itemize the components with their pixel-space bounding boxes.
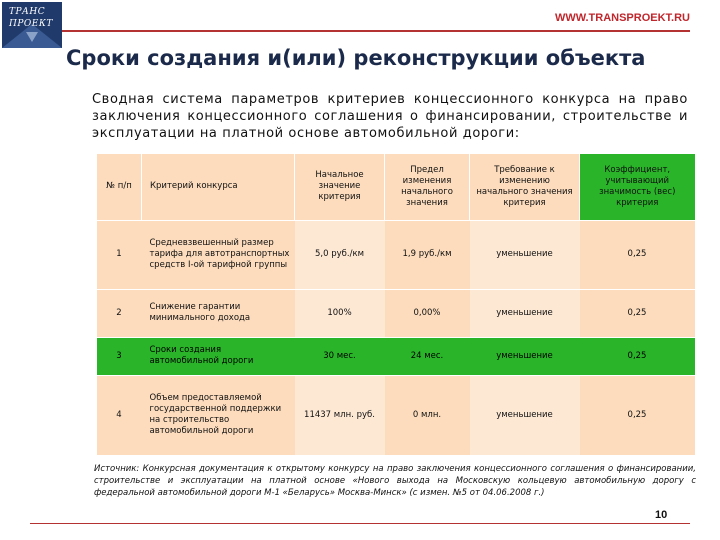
header-divider xyxy=(62,30,690,32)
table-row-highlighted xyxy=(97,337,695,375)
initial-value-cell: 5,0 руб./км xyxy=(295,220,385,289)
row-number: 2 xyxy=(97,289,142,337)
source-note: Источник: Конкурсная документация к открытому конкурсу на право заключения концессионного соглашения о финансировании, строительстве и эксплуатации на платной основе «Нового выхода на Московскую кольцевую автомобильную дорогу с федеральной автомобильной дороги М-1 «Беларусь» Москва-Минск» (с измен. №5 от 04.06.2008 г.) xyxy=(94,464,696,498)
weight-cell: 0,25 xyxy=(580,337,695,375)
criteria-table xyxy=(96,154,695,455)
logo-line: ТРАНС xyxy=(9,7,46,17)
logo-line: ПРОЕКТ xyxy=(9,19,53,29)
initial-value-cell: 30 мес. xyxy=(295,337,385,375)
intro-paragraph: Сводная система параметров критериев концессионного конкурса на право заключения концессионного соглашения о финансировании, строительстве и эксплуатации на платной основе автомобильной дороги: xyxy=(92,92,688,141)
requirement-cell: уменьшение xyxy=(470,375,580,455)
slide-title: Сроки создания и(или) реконструкции объекта xyxy=(66,46,646,70)
weight-cell: 0,25 xyxy=(580,289,695,337)
criterion-cell: Объем предоставляемой государственной поддержки на строительство автомобильной дороги xyxy=(142,375,295,455)
initial-value-cell: 11437 млн. руб. xyxy=(295,375,385,455)
table-header-row xyxy=(97,154,695,220)
weight-cell: 0,25 xyxy=(580,375,695,455)
initial-value-cell: 100% xyxy=(295,289,385,337)
page-number: 10 xyxy=(655,509,668,521)
row-number: 4 xyxy=(97,375,142,455)
row-number: 3 xyxy=(97,337,142,375)
table-row xyxy=(97,220,695,289)
column-header-num: № п/п xyxy=(97,154,142,220)
logo xyxy=(2,2,62,48)
site-url[interactable]: WWW.TRANSPROEKT.RU xyxy=(554,12,690,24)
requirement-cell: уменьшение xyxy=(470,289,580,337)
column-header-weight: Коэффициент, учитывающий значимость (вес) критерия xyxy=(580,154,695,220)
requirement-cell: уменьшение xyxy=(470,220,580,289)
column-header-criterion: Критерий конкурса xyxy=(142,154,295,220)
table-row xyxy=(97,289,695,337)
limit-cell: 0,00% xyxy=(385,289,470,337)
criterion-cell: Снижение гарантии минимального дохода xyxy=(142,289,295,337)
table-row xyxy=(97,375,695,455)
limit-cell: 0 млн. xyxy=(385,375,470,455)
column-header-limit: Предел изменения начального значения xyxy=(385,154,470,220)
weight-cell: 0,25 xyxy=(580,220,695,289)
logo-wordmark xyxy=(9,6,53,30)
limit-cell: 1,9 руб./км xyxy=(385,220,470,289)
row-number: 1 xyxy=(97,220,142,289)
criterion-cell: Средневзвешенный размер тарифа для автотранспортных средств I-ой тарифной группы xyxy=(142,220,295,289)
column-header-requirement: Требование к изменению начального значения критерия xyxy=(470,154,580,220)
requirement-cell: уменьшение xyxy=(470,337,580,375)
limit-cell: 24 мес. xyxy=(385,337,470,375)
column-header-initial: Начальное значение критерия xyxy=(295,154,385,220)
footer-divider xyxy=(30,523,690,524)
criterion-cell: Сроки создания автомобильной дороги xyxy=(142,337,295,375)
